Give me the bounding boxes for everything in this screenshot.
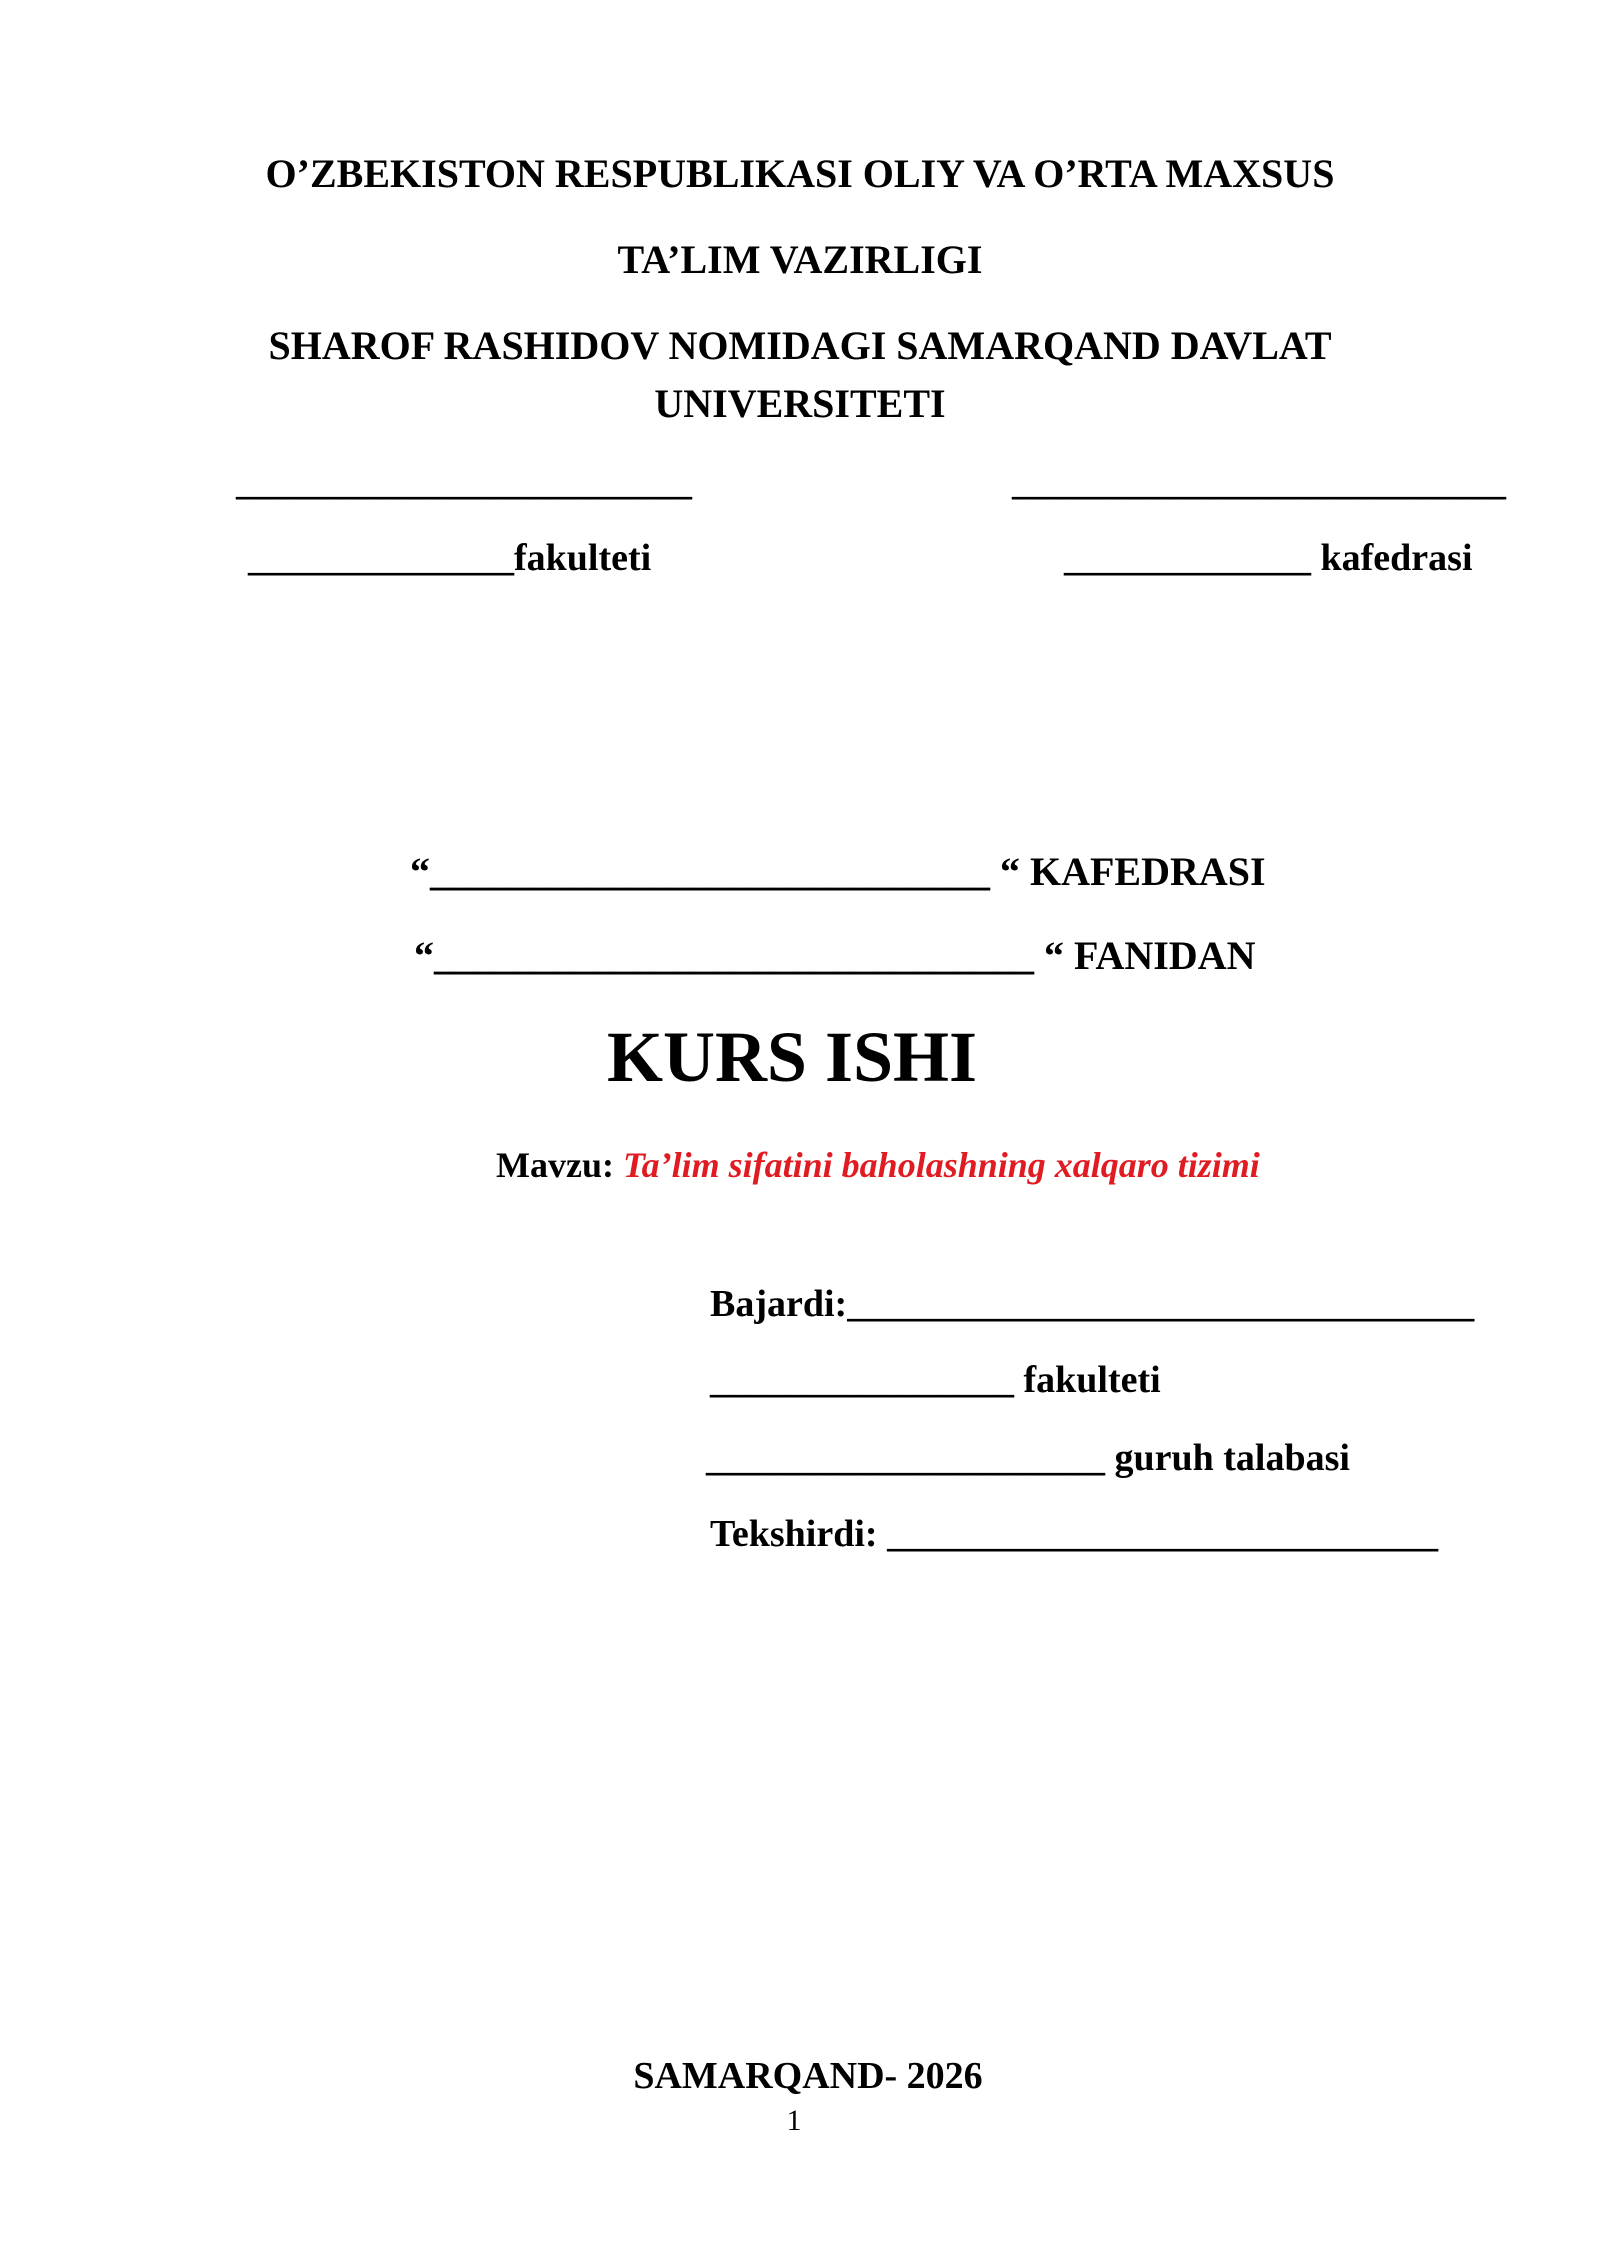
department-label: kafedrasi [1320, 537, 1473, 579]
tekshirdi-label: Tekshirdi: [710, 1513, 878, 1555]
ministry-line-1: O’ZBEKISTON RESPUBLIKASI OLIY VA O’RTA MAXSUS [265, 151, 1335, 196]
kafedra-line [410, 848, 1266, 895]
fan-blank: ______________________________ [434, 933, 1034, 978]
topic-label: Mavzu: [496, 1145, 614, 1185]
university-line-2: UNIVERSITETI [654, 381, 946, 426]
fan-line [414, 932, 1255, 979]
bajardi-field [710, 1282, 1474, 1326]
faculty-label: fakulteti [514, 537, 652, 579]
faculty-field [248, 536, 651, 580]
faculty-blank: ______________ [248, 537, 514, 579]
student-faculty-label: fakulteti [1023, 1359, 1161, 1401]
university-line-1: SHAROF RASHIDOV NOMIDAGI SAMARQAND DAVLAT [268, 323, 1332, 368]
fan-suffix: “ FANIDAN [1044, 933, 1256, 978]
kafedra-suffix: “ KAFEDRASI [1000, 849, 1266, 894]
department-field [1064, 536, 1473, 580]
faculty-blank-top: ________________________ [236, 461, 692, 503]
tekshirdi-blank: _____________________________ [887, 1513, 1439, 1555]
document-title: KURS ISHI [606, 1017, 978, 1097]
page-number: 1 [786, 2104, 802, 2137]
tekshirdi-field [710, 1512, 1438, 1556]
department-blank-top: __________________________ [1012, 461, 1506, 503]
topic-line [496, 1144, 1260, 1186]
footer-city-year: SAMARQAND- 2026 [633, 2055, 983, 2097]
student-faculty-field [710, 1358, 1161, 1402]
ministry-line-2: TA’LIM VAZIRLIGI [617, 237, 983, 282]
bajardi-label: Bajardi: [710, 1283, 848, 1325]
group-label: guruh talabasi [1114, 1437, 1350, 1479]
group-field [706, 1436, 1350, 1480]
department-blank: _____________ [1064, 537, 1311, 579]
bajardi-blank: _________________________________ [847, 1283, 1475, 1325]
kafedra-blank: ____________________________ [430, 849, 990, 894]
fan-open-quote: “ [414, 933, 434, 978]
group-blank: _____________________ [706, 1437, 1105, 1479]
topic-value: Ta’lim sifatini baholashning xalqaro tizimi [622, 1145, 1260, 1185]
student-faculty-blank: ________________ [710, 1359, 1014, 1401]
kafedra-open-quote: “ [410, 849, 430, 894]
